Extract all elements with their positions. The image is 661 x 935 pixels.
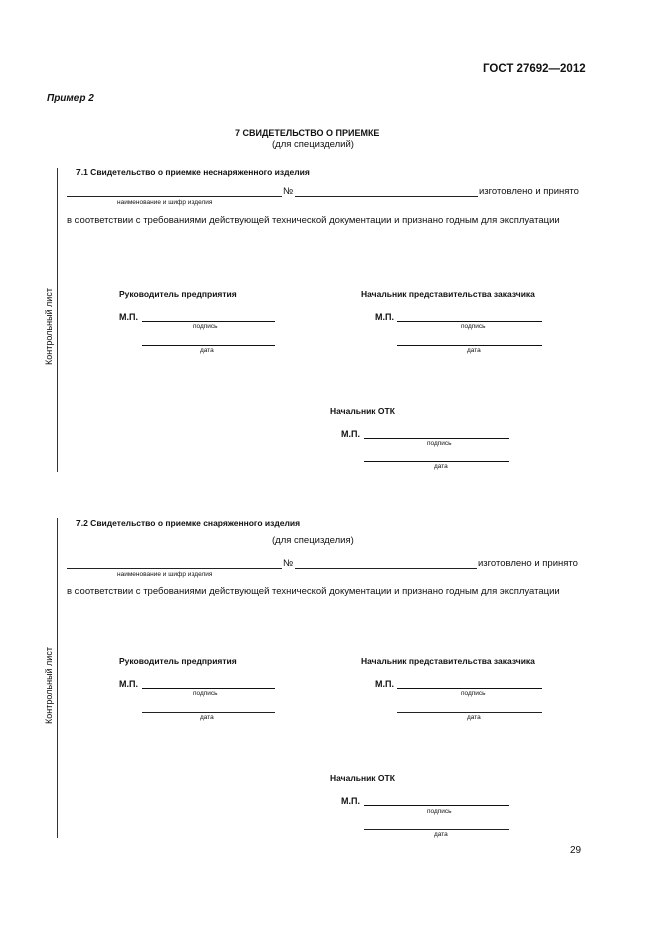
customer-date-caption-2: дата [467, 714, 481, 721]
otk-signature-caption-2: подпись [427, 808, 452, 815]
name-code-caption-2: наименование и шифр изделия [117, 571, 213, 578]
enterprise-signature-caption-1: подпись [193, 323, 218, 330]
customer-date-line-2 [397, 712, 542, 713]
customer-signature-line-2 [397, 688, 542, 689]
section-2-note: (для специзделия) [272, 535, 354, 546]
enterprise-signature-line-1 [142, 321, 275, 322]
control-sheet-label-2: Контрольный лист [44, 647, 54, 724]
enterprise-head-label-2: Руководитель предприятия [119, 656, 237, 666]
product-number-line-1 [295, 196, 478, 197]
otk-head-label-2: Начальник ОТК [330, 773, 395, 783]
customer-signature-caption-1: подпись [461, 323, 486, 330]
name-code-caption-1: наименование и шифр изделия [117, 199, 213, 206]
customer-head-label-1: Начальник представительства заказчика [361, 289, 535, 299]
number-sign-2: № [283, 558, 294, 569]
enterprise-signature-line-2 [142, 688, 275, 689]
product-name-line-2 [67, 568, 282, 569]
compliance-text-1: в соответствии с требованиями действующей технической документации и признано годным для эксплуатации [67, 215, 560, 226]
enterprise-date-caption-1: дата [200, 347, 214, 354]
mp-enterprise-2: М.П. [119, 679, 138, 689]
example-label: Пример 2 [47, 93, 94, 104]
otk-signature-caption-1: подпись [427, 440, 452, 447]
document-title: 7 СВИДЕТЕЛЬСТВО О ПРИЕМКЕ [235, 128, 380, 138]
page-number: 29 [570, 845, 582, 856]
mp-customer-2: М.П. [375, 679, 394, 689]
otk-date-line-1 [364, 461, 509, 462]
customer-date-line-1 [397, 345, 542, 346]
enterprise-date-caption-2: дата [200, 714, 214, 721]
enterprise-date-line-2 [142, 712, 275, 713]
customer-head-label-2: Начальник представительства заказчика [361, 656, 535, 666]
otk-signature-line-2 [364, 805, 509, 806]
mp-enterprise-1: М.П. [119, 312, 138, 322]
section-2-title: 7.2 Свидетельство о приемке снаряженного изделия [76, 518, 301, 528]
mp-otk-1: М.П. [341, 429, 360, 439]
enterprise-signature-caption-2: подпись [193, 690, 218, 697]
customer-signature-line-1 [397, 321, 542, 322]
product-name-line-1 [67, 196, 282, 197]
section-1-title: 7.1 Свидетельство о приемке неснаряженного изделия [76, 167, 310, 177]
mp-otk-2: М.П. [341, 796, 360, 806]
otk-date-caption-2: дата [434, 831, 448, 838]
control-sheet-border-1 [57, 168, 58, 472]
document-subtitle: (для специзделий) [272, 139, 354, 150]
enterprise-head-label-1: Руководитель предприятия [119, 289, 237, 299]
enterprise-date-line-1 [142, 345, 275, 346]
otk-signature-line-1 [364, 438, 509, 439]
control-sheet-border-2 [57, 518, 58, 838]
otk-head-label-1: Начальник ОТК [330, 406, 395, 416]
customer-signature-caption-2: подпись [461, 690, 486, 697]
compliance-text-2: в соответствии с требованиями действующей технической документации и признано годным для эксплуатации [67, 586, 560, 597]
mp-customer-1: М.П. [375, 312, 394, 322]
made-accepted-1: изготовлено и принято [479, 186, 579, 197]
number-sign-1: № [283, 186, 294, 197]
standard-code: ГОСТ 27692—2012 [483, 63, 586, 75]
product-number-line-2 [295, 568, 477, 569]
made-accepted-2: изготовлено и принято [478, 558, 578, 569]
control-sheet-label-1: Контрольный лист [44, 288, 54, 365]
customer-date-caption-1: дата [467, 347, 481, 354]
otk-date-line-2 [364, 829, 509, 830]
otk-date-caption-1: дата [434, 463, 448, 470]
